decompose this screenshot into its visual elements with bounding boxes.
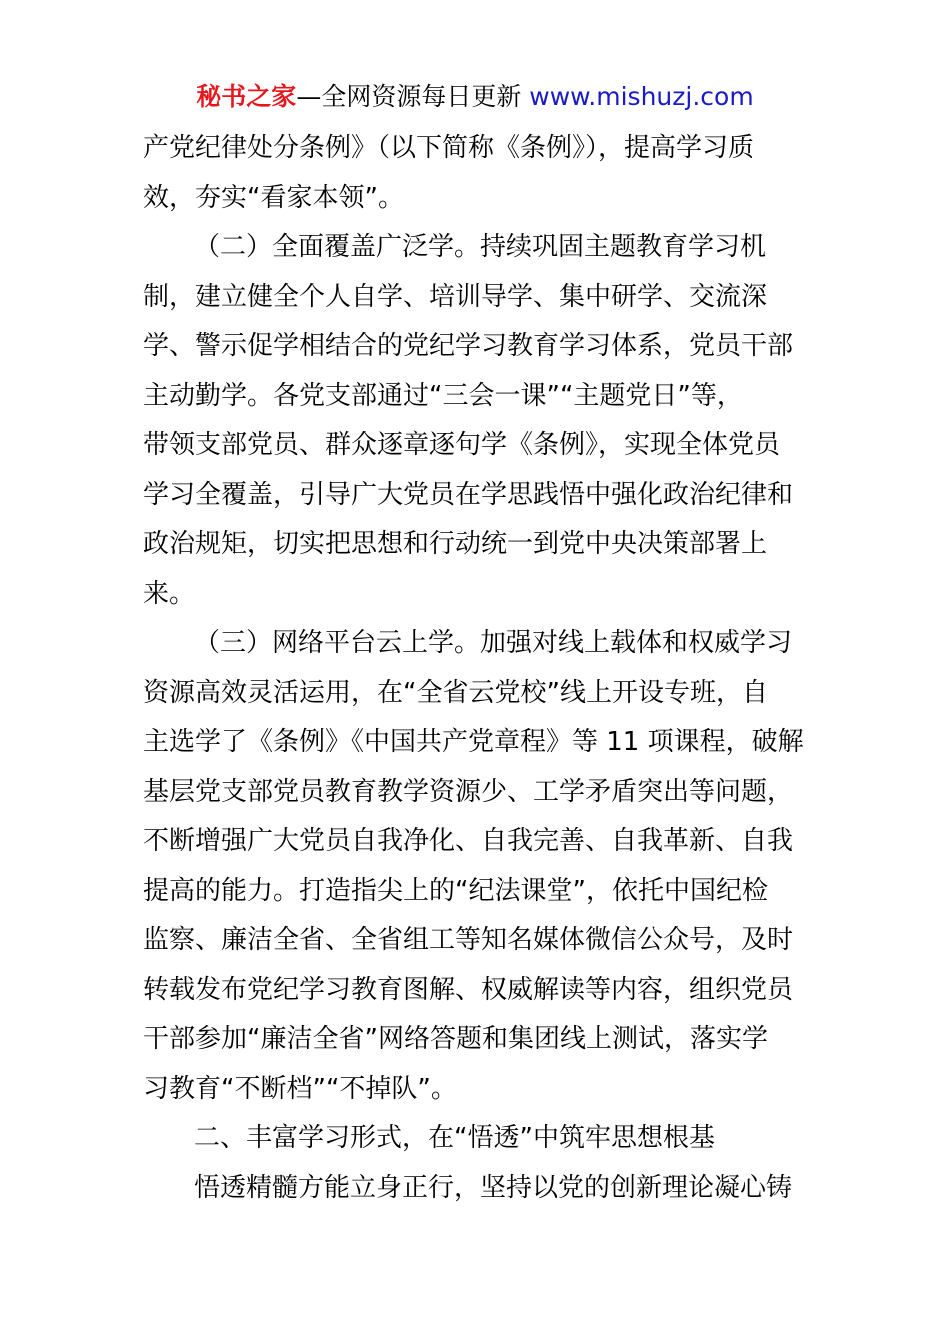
text-line: 政治规矩，切实把思想和行动统一到党中央决策部署上 [143,529,768,559]
text-line: （三）网络平台云上学。加强对线上载体和权威学习 [194,628,793,658]
document-body [143,124,813,1213]
text-line: 不断增强广大党员自我净化、自我完善、自我革新、自我 [143,826,794,856]
text-line: 二、丰富学习形式，在“悟透”中筑牢思想根基 [194,1123,715,1153]
page-header [0,80,950,114]
site-brand: 秘书之家 [196,82,297,111]
text-line: 资源高效灵活运用，在“全省云党校”线上开设专班，自 [143,677,768,708]
site-tagline: —全网资源每日更新 [296,82,530,111]
text-line: 习教育“不断档”“不掉队”。 [143,1073,457,1104]
text-line: 学、警示促学相结合的党纪学习教育学习体系，党员干部 [143,331,794,361]
text-line: 提高的能力。打造指尖上的“纪法课堂”，依托中国纪检 [143,875,768,906]
text-line: 主选学了《条例》《中国共产党章程》等 11 项课程，破解 [143,727,804,757]
site-url[interactable]: www.mishuzj.com [529,82,754,111]
text-line: 基层党支部党员教育教学资源少、工学矛盾突出等问题， [143,776,794,807]
text-line: 主动勤学。各党支部通过“三会一课”“主题党日”等， [143,380,743,411]
text-line: 带领支部党员、群众逐章逐句学《条例》，实现全体党员 [143,430,781,460]
text-line: 悟透精髓方能立身正行，坚持以党的创新理论凝心铸 [194,1172,793,1203]
text-line: 制，建立健全个人自学、培训导学、集中研学、交流深 [143,281,768,312]
text-line: 效，夯实“看家本领”。 [143,182,404,213]
text-line: 转载发布党纪学习教育图解、权威解读等内容，组织党员 [143,974,794,1005]
text-line: （二）全面覆盖广泛学。持续巩固主题教育学习机 [194,232,767,262]
text-line: 来。 [143,578,196,609]
text-line: 学习全覆盖，引导广大党员在学思践悟中强化政治纪律和 [143,479,794,510]
text-line: 产党纪律处分条例》（以下简称《条例》），提高学习质 [143,133,755,163]
text-line: 监察、廉洁全省、全省组工等知名媒体微信公众号，及时 [143,925,794,955]
text-line: 干部参加“廉洁全省”网络答题和集团线上测试，落实学 [143,1024,768,1054]
